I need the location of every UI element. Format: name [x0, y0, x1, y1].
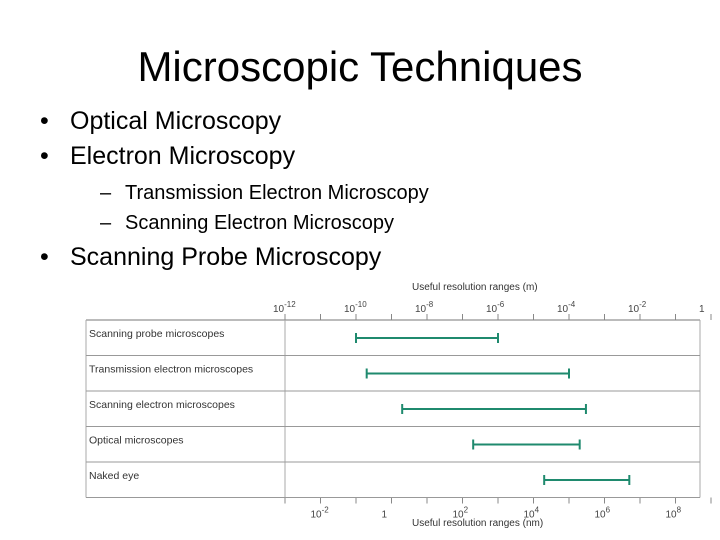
top-tick-label: $10^{-6}$: [486, 300, 505, 315]
slide-title: Microscopic Techniques: [137, 43, 583, 90]
bullet-text: Electron Microscopy: [70, 142, 296, 170]
top-tick-label: $10^{-10}$: [344, 300, 367, 315]
row-label: Scanning probe microscopes: [89, 328, 225, 340]
sub-bullet-text: Transmission Electron Microscopy: [125, 182, 429, 204]
bottom-tick-label: $10^8$: [665, 505, 682, 521]
bottom-tick-label: $10^2$: [452, 505, 469, 521]
sub-bullet-list: [40, 178, 429, 238]
top-tick-label: $10^{-8}$: [415, 300, 434, 315]
row-label: Scanning electron microscopes: [89, 399, 235, 411]
top-tick-label: $10^{-4}$: [557, 300, 576, 315]
row-label: Optical microscopes: [89, 434, 184, 447]
top-tick-label: 1: [699, 304, 705, 315]
bullet-text: Scanning Probe Microscopy: [70, 243, 382, 271]
sub-bullet-mark: –: [100, 212, 112, 234]
bottom-tick-label: $10^{-2}$: [310, 505, 329, 521]
bottom-axis-label: Useful resolution ranges (nm): [412, 518, 544, 529]
chart-rows: [86, 328, 700, 498]
row-label: Transmission electron microscopes: [89, 363, 254, 376]
bullet-mark: •: [40, 243, 49, 271]
top-tick-label: $10^{-2}$: [628, 300, 647, 315]
resolution-chart: [0, 270, 720, 540]
bullet-mark: •: [40, 107, 49, 135]
bullet-electron: [40, 139, 429, 174]
top-tick-label: $10^{-12}$: [273, 300, 296, 315]
bottom-tick-label: $10^6$: [594, 505, 611, 521]
sub-bullet-text: Scanning Electron Microscopy: [125, 212, 395, 234]
sub-bullet-group: [40, 178, 429, 238]
top-tick-labels: [273, 300, 705, 315]
bullet-list: [40, 104, 429, 275]
sub-bullet-sem: [40, 208, 429, 238]
range-bar: [402, 404, 586, 414]
bullet-mark: •: [40, 142, 49, 170]
top-axis-label: Useful resolution ranges (m): [412, 282, 538, 293]
bullet-optical: [40, 104, 429, 139]
bullet-text: Optical Microscopy: [70, 107, 282, 135]
range-bar: [356, 333, 498, 343]
range-bar: [367, 369, 569, 379]
range-bar: [473, 440, 580, 450]
bottom-tick-label: 1: [381, 509, 388, 521]
row-label: Naked eye: [89, 470, 140, 482]
range-bar: [544, 475, 629, 485]
sub-bullet-mark: –: [100, 182, 112, 204]
bottom-tick-label: $10^4$: [523, 505, 540, 521]
sub-bullet-tem: [40, 178, 429, 208]
